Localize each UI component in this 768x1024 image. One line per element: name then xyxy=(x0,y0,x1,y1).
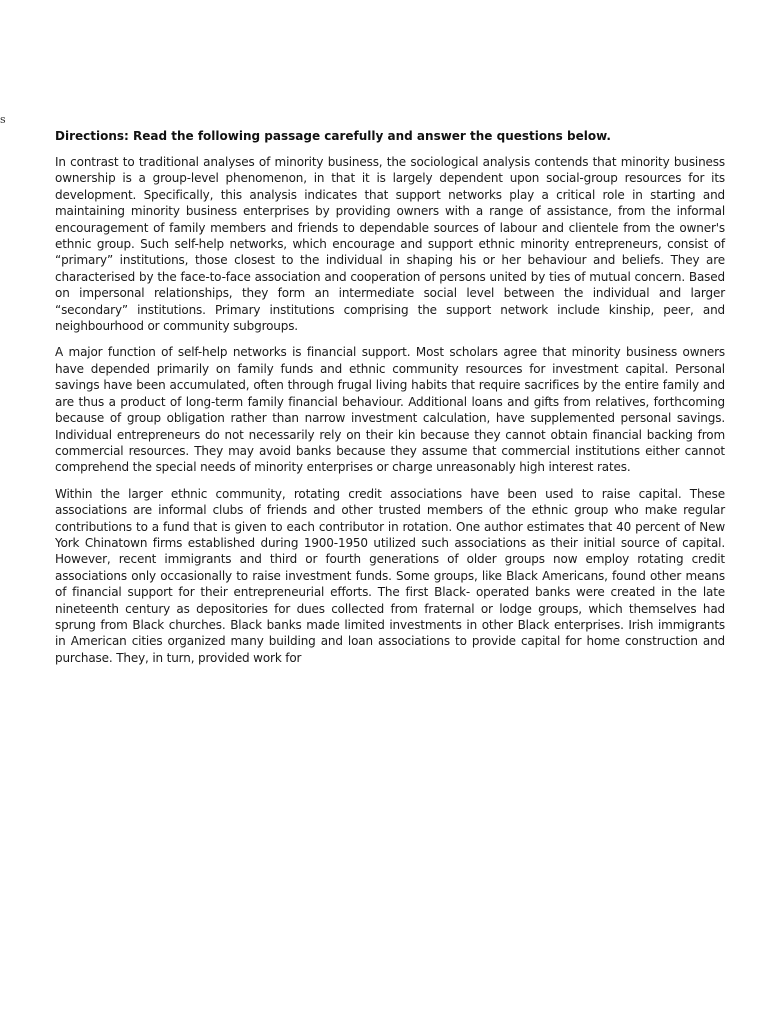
directions-heading: Directions: Read the following passage carefully and answer the questions below. xyxy=(55,129,611,143)
passage-page xyxy=(55,128,725,676)
passage-paragraph-2: A major function of self-help networks is financial support. Most scholars agree that minority business owners have depended primarily on family funds and ethnic community resources for investment capital. Personal savings have been accumulated, often through frugal living habits that require sacrifices by the entire family and are thus a product of long-term family financial behaviour. Additional loans and gifts from relatives, forthcoming because of group obligation rather than narrow investment calculation, have supplemented personal savings. Individual entrepreneurs do not necessarily rely on their kin because they cannot obtain financial backing from commercial resources. They may avoid banks because they assume that commercial institutions either cannot comprehend the special needs of minority enterprises or charge unreasonably high interest rates. xyxy=(55,345,725,475)
passage-paragraph-3: Within the larger ethnic community, rotating credit associations have been used to raise capital. These associations are informal clubs of friends and other trusted members of the ethnic group who make regular contributions to a fund that is given to each contributor in rotation. One author estimates that 40 percent of New York Chinatown firms established during 1900-1950 utilized such associations as their initial source of capital. However, recent immigrants and third or fourth generations of older groups now employ rotating credit associations only occasionally to raise investment funds. Some groups, like Black Americans, found other means of financial support for their entrepreneurial efforts. The first Black- operated banks were created in the late nineteenth century as depositories for dues collected from fraternal or lodge groups, which themselves had sprung from Black churches. Black banks made limited investments in other Black enterprises. Irish immigrants in American cities organized many building and loan associations to provide capital for home construction and purchase. They, in turn, provided work for xyxy=(55,486,725,665)
passage-paragraph-1: In contrast to traditional analyses of minority business, the sociological analysis contends that minority business ownership is a group-level phenomenon, in that it is largely dependent upon social-group resources for its development. Specifically, this analysis indicates that support networks play a critical role in starting and maintaining minority business enterprises by providing owners with a range of assistance, from the informal encouragement of family members and friends to dependable sources of labour and clientele from the owner's ethnic group. Such self-help networks, which encourage and support ethnic minority entrepreneurs, consist of “primary” institutions, those closest to the individual in shaping his or her behaviour and beliefs. They are characterised by the face-to-face association and cooperation of persons united by ties of mutual concern. Based on impersonal relationships, they form an intermediate social level between the individual and larger “secondary” institutions. Primary institutions comprising the support network include kinship, peer, and neighbourhood or community subgroups. xyxy=(55,155,725,334)
page-edge-glyph: s xyxy=(0,113,6,126)
